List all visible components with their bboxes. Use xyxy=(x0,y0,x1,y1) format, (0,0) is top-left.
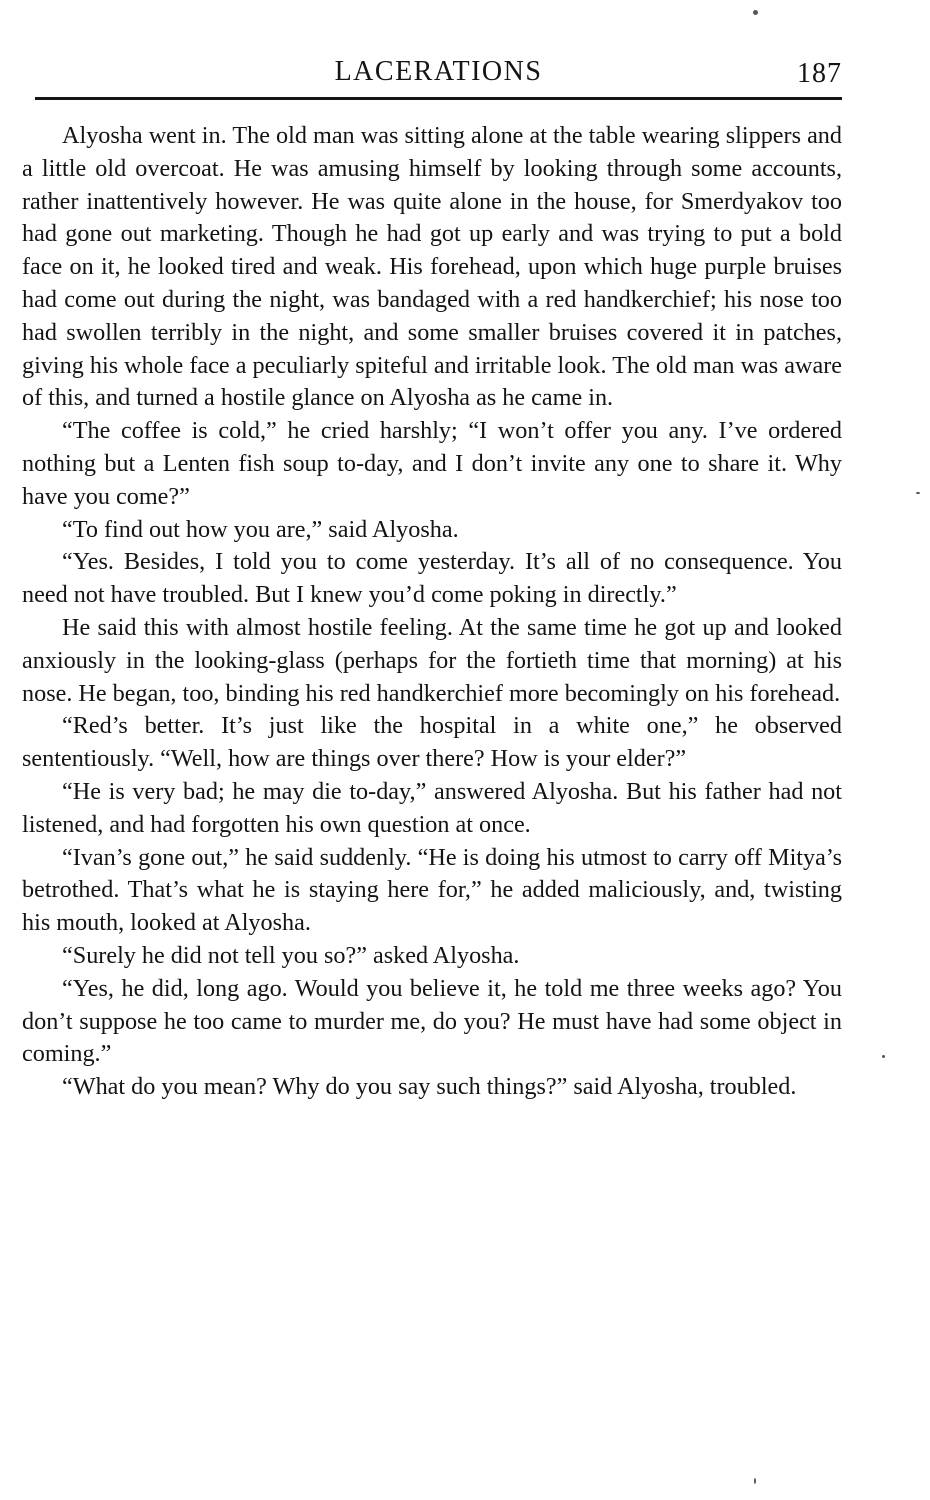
scan-speck xyxy=(882,1055,885,1058)
running-head: LACERATIONS xyxy=(334,56,543,87)
page-header xyxy=(35,53,842,93)
body-text xyxy=(22,120,842,1104)
paragraph: “The coffee is cold,” he cried harshly; “I won’t offer you any. I’ve ordered nothing but a Lenten fish soup to-day, and I don’t invite any one to share it. Why have you come?” xyxy=(22,417,842,510)
scan-speck xyxy=(753,10,758,15)
paragraph: “Ivan’s gone out,” he said suddenly. “He is doing his utmost to carry off Mitya’s betrothed. That’s what he is staying here for,” he added maliciously, and, twisting his mouth, looked at Alyosha. xyxy=(22,843,842,937)
paragraph: He said this with almost hostile feeling. At the same time he got up and looked anxiously in the looking-glass (perhaps for the fortieth time that morning) at his nose. He began, too, binding his red handkerchief more becomingly on his forehead. xyxy=(22,613,842,707)
scan-speck xyxy=(916,492,920,494)
paragraph: “To find out how you are,” said Alyosha. xyxy=(62,515,459,543)
paragraph: “Surely he did not tell you so?” asked Alyosha. xyxy=(62,941,520,969)
paragraph: Alyosha went in. The old man was sitting alone at the table wearing slippers and a little old overcoat. He was amusing himself by looking through some accounts, rather inattentively however. He was quite alone in the house, for Smerdyakov too had gone out marketing. Though he had got up early and was trying to put a bold face on it, he looked tired and weak. His forehead, upon which huge purple bruises had come out during the night, was bandaged with a red handkerchief; his nose too had swollen terribly in the night, and some smaller bruises covered it in patches, giving his whole face a peculiarly spiteful and irritable look. The old man was aware of this, and turned a hostile glance on Alyosha as he came in. xyxy=(22,122,842,412)
paragraph: “He is very bad; he may die to-day,” answered Alyosha. But his father had not listened, and had forgotten his own question at once. xyxy=(22,777,842,838)
header-rule xyxy=(35,97,842,100)
paragraph: “What do you mean? Why do you say such things?” said Alyosha, troubled. xyxy=(62,1073,797,1101)
paragraph: “Yes. Besides, I told you to come yesterday. It’s all of no consequence. You need not have troubled. But I knew you’d come poking in directly.” xyxy=(22,548,842,609)
scan-speck xyxy=(754,1478,756,1484)
paragraph: “Yes, he did, long ago. Would you believe it, he told me three weeks ago? You don’t suppose he too came to murder me, do you? He must have had some object in coming.” xyxy=(22,974,842,1068)
paragraph: “Red’s better. It’s just like the hospital in a white one,” he observed sententiously. “Well, how are things over there? How is your elder?” xyxy=(22,712,842,773)
page-number: 187 xyxy=(797,58,842,89)
